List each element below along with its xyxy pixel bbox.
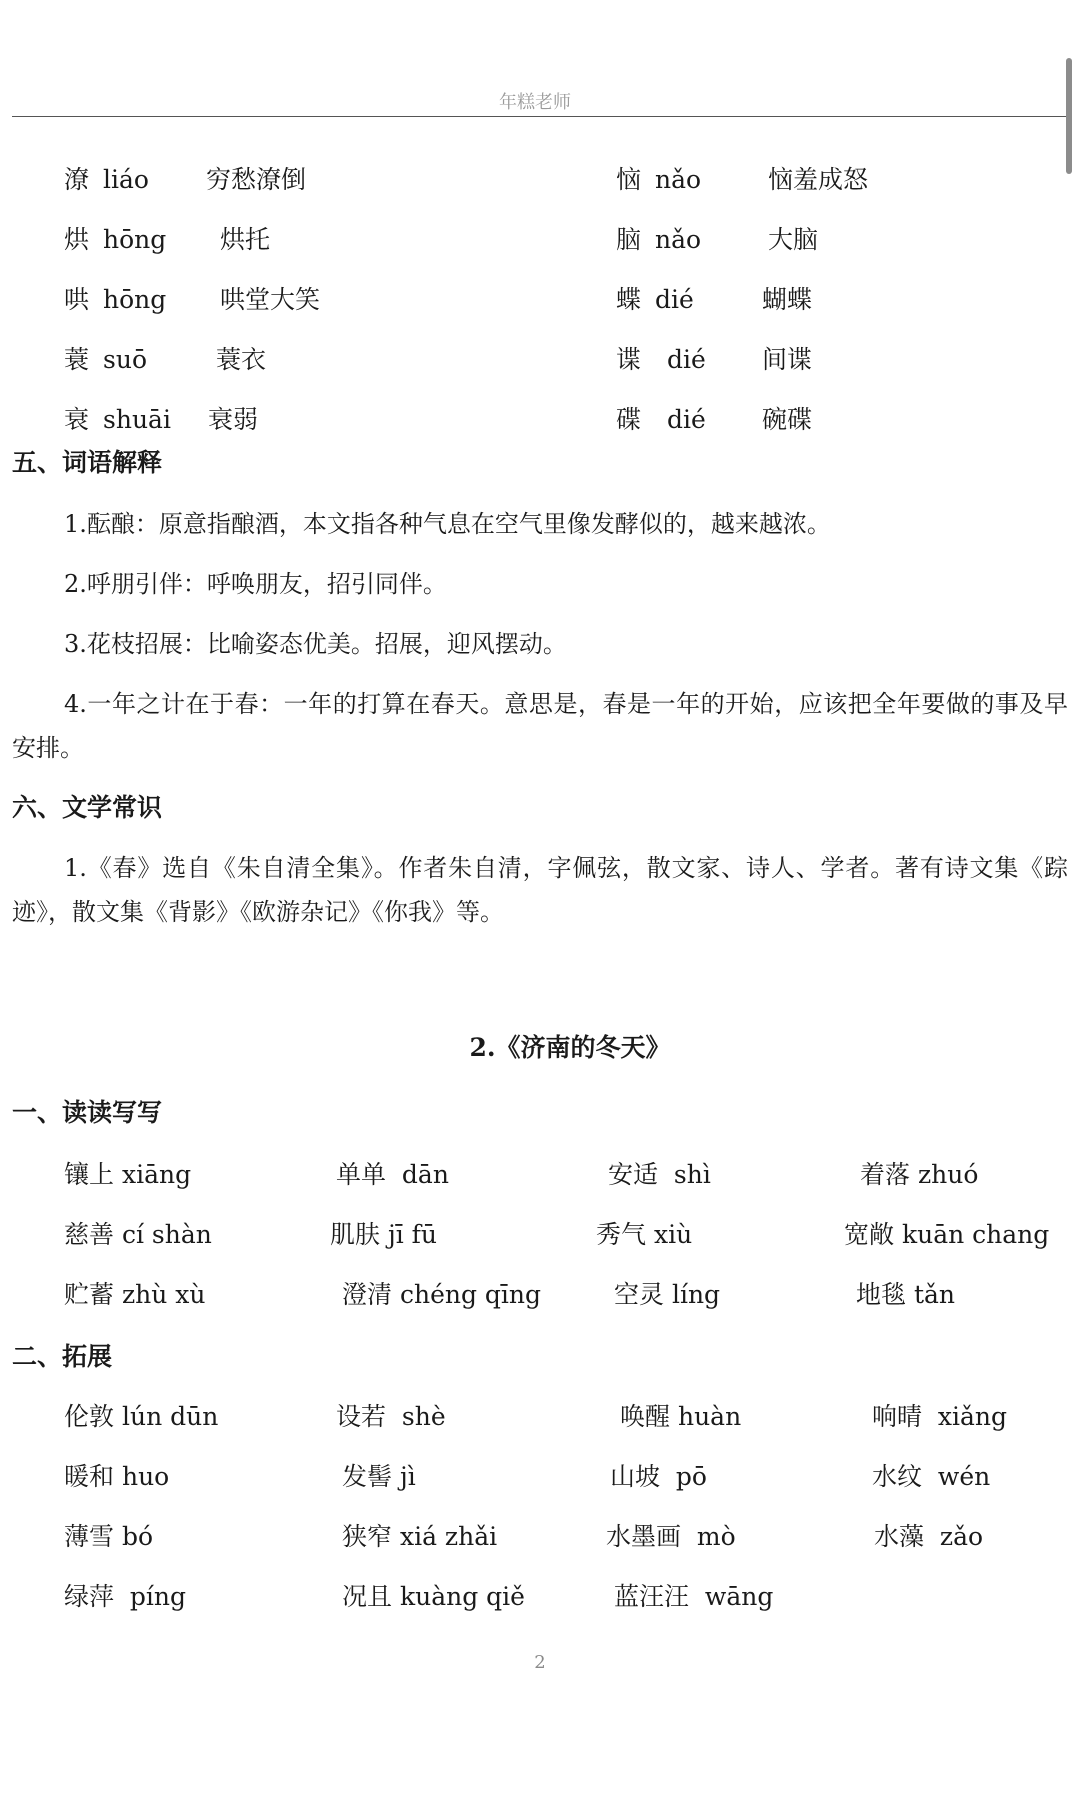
pinyin: nǎo xyxy=(655,225,702,254)
vocab-item: 蓝汪汪 wāng xyxy=(614,1582,774,1611)
char: 烘 xyxy=(64,225,90,254)
vocab-item: 唤醒 huàn xyxy=(620,1402,742,1431)
example-word: 烘托 xyxy=(220,225,271,254)
vocab-item: 肌肤 jī fū xyxy=(330,1220,438,1249)
pinyin: dié xyxy=(655,285,694,314)
example-word: 衰弱 xyxy=(208,405,259,434)
example-word: 碗碟 xyxy=(762,405,813,434)
vocab-item: 秀气 xiù xyxy=(596,1220,693,1249)
lesson-title: 2.《济南的冬天》 xyxy=(469,1033,671,1062)
char: 蝶 xyxy=(616,285,642,314)
vocab-item: 贮蓄 zhù xù xyxy=(64,1280,206,1309)
example-word: 恼羞成怒 xyxy=(768,165,869,194)
section-title: 二、拓展 xyxy=(12,1342,113,1371)
vocab-item: 安适 shì xyxy=(608,1160,711,1189)
vocab-item: 狭窄 xiá zhǎi xyxy=(342,1522,498,1551)
header-title: 年糕老师 xyxy=(499,92,571,113)
scrollbar[interactable] xyxy=(1066,58,1072,174)
table-row xyxy=(616,285,694,315)
example-word: 哄堂大笑 xyxy=(220,285,321,314)
vocab-item: 单单 dān xyxy=(336,1160,449,1189)
pinyin: liáo xyxy=(103,165,149,194)
vocab-item: 水墨画 mò xyxy=(606,1522,736,1551)
vocab-item: 况且 kuàng qiě xyxy=(342,1582,525,1611)
vocab-item: 发髻 jì xyxy=(342,1462,416,1491)
char: 恼 xyxy=(616,165,642,194)
vocab-item: 宽敞 kuān chang xyxy=(844,1220,1050,1249)
vocab-item: 水纹 wén xyxy=(872,1462,991,1491)
section-title: 六、文学常识 xyxy=(12,793,163,822)
vocab-item: 响晴 xiǎng xyxy=(872,1402,1008,1431)
vocab-item: 暖和 huo xyxy=(64,1462,170,1491)
definition-item: 1.酝酿：原意指酿酒，本文指各种气息在空气里像发酵似的，越来越浓。 xyxy=(64,510,831,538)
char: 谍 xyxy=(616,345,642,374)
char: 蓑 xyxy=(64,345,90,374)
pinyin: dié xyxy=(667,405,706,434)
header-divider xyxy=(12,116,1070,117)
pinyin: shuāi xyxy=(103,405,171,434)
example-word: 大脑 xyxy=(768,225,819,254)
vocab-item: 水藻 zǎo xyxy=(874,1522,984,1551)
vocab-item: 设若 shè xyxy=(336,1402,446,1431)
vocab-item: 伦敦 lún dūn xyxy=(64,1402,219,1431)
table-row xyxy=(616,345,706,375)
example-word: 穷愁潦倒 xyxy=(206,165,307,194)
definition-item: 3.花枝招展：比喻姿态优美。招展，迎风摆动。 xyxy=(64,630,567,658)
pinyin: suō xyxy=(103,345,147,374)
pinyin: nǎo xyxy=(655,165,702,194)
char: 脑 xyxy=(616,225,642,254)
definition-item: 4.一年之计在于春：一年的打算在春天。意思是，春是一年的开始，应该把全年要做的事及早安排。 xyxy=(12,690,1068,762)
vocab-item: 慈善 cí shàn xyxy=(64,1220,212,1249)
section-title: 五、词语解释 xyxy=(12,448,163,477)
example-word: 蝴蝶 xyxy=(762,285,813,314)
table-row xyxy=(64,405,171,435)
char: 潦 xyxy=(64,165,90,194)
example-word: 间谍 xyxy=(762,345,813,374)
page-number: 2 xyxy=(534,1652,546,1673)
vocab-item: 薄雪 bó xyxy=(64,1522,154,1551)
definition-item: 2.呼朋引伴：呼唤朋友，招引同伴。 xyxy=(64,570,447,598)
pinyin: dié xyxy=(667,345,706,374)
section-title: 一、读读写写 xyxy=(12,1098,163,1127)
table-row xyxy=(64,225,166,255)
char: 碟 xyxy=(616,405,642,434)
example-word: 蓑衣 xyxy=(216,345,267,374)
char: 衰 xyxy=(64,405,90,434)
table-row xyxy=(64,345,147,375)
table-row xyxy=(616,165,701,195)
vocab-item: 澄清 chéng qīng xyxy=(342,1280,542,1309)
table-row xyxy=(616,225,701,255)
table-row xyxy=(64,165,149,195)
vocab-item: 镶上 xiāng xyxy=(64,1160,192,1189)
table-row xyxy=(616,405,706,435)
char: 哄 xyxy=(64,285,90,314)
vocab-item: 空灵 líng xyxy=(614,1280,721,1309)
pinyin: hōng xyxy=(103,225,167,254)
vocab-item: 着落 zhuó xyxy=(860,1160,979,1189)
table-row xyxy=(64,285,166,315)
vocab-item: 绿萍 píng xyxy=(64,1582,187,1611)
pinyin: hōng xyxy=(103,285,167,314)
vocab-item: 地毯 tǎn xyxy=(856,1280,956,1309)
literature-item: 1.《春》选自《朱自清全集》。作者朱自清，字佩弦，散文家、诗人、学者。著有诗文集《踪迹》，散文集《背影》《欧游杂记》《你我》等。 xyxy=(12,854,1068,926)
vocab-item: 山坡 pō xyxy=(610,1462,707,1491)
